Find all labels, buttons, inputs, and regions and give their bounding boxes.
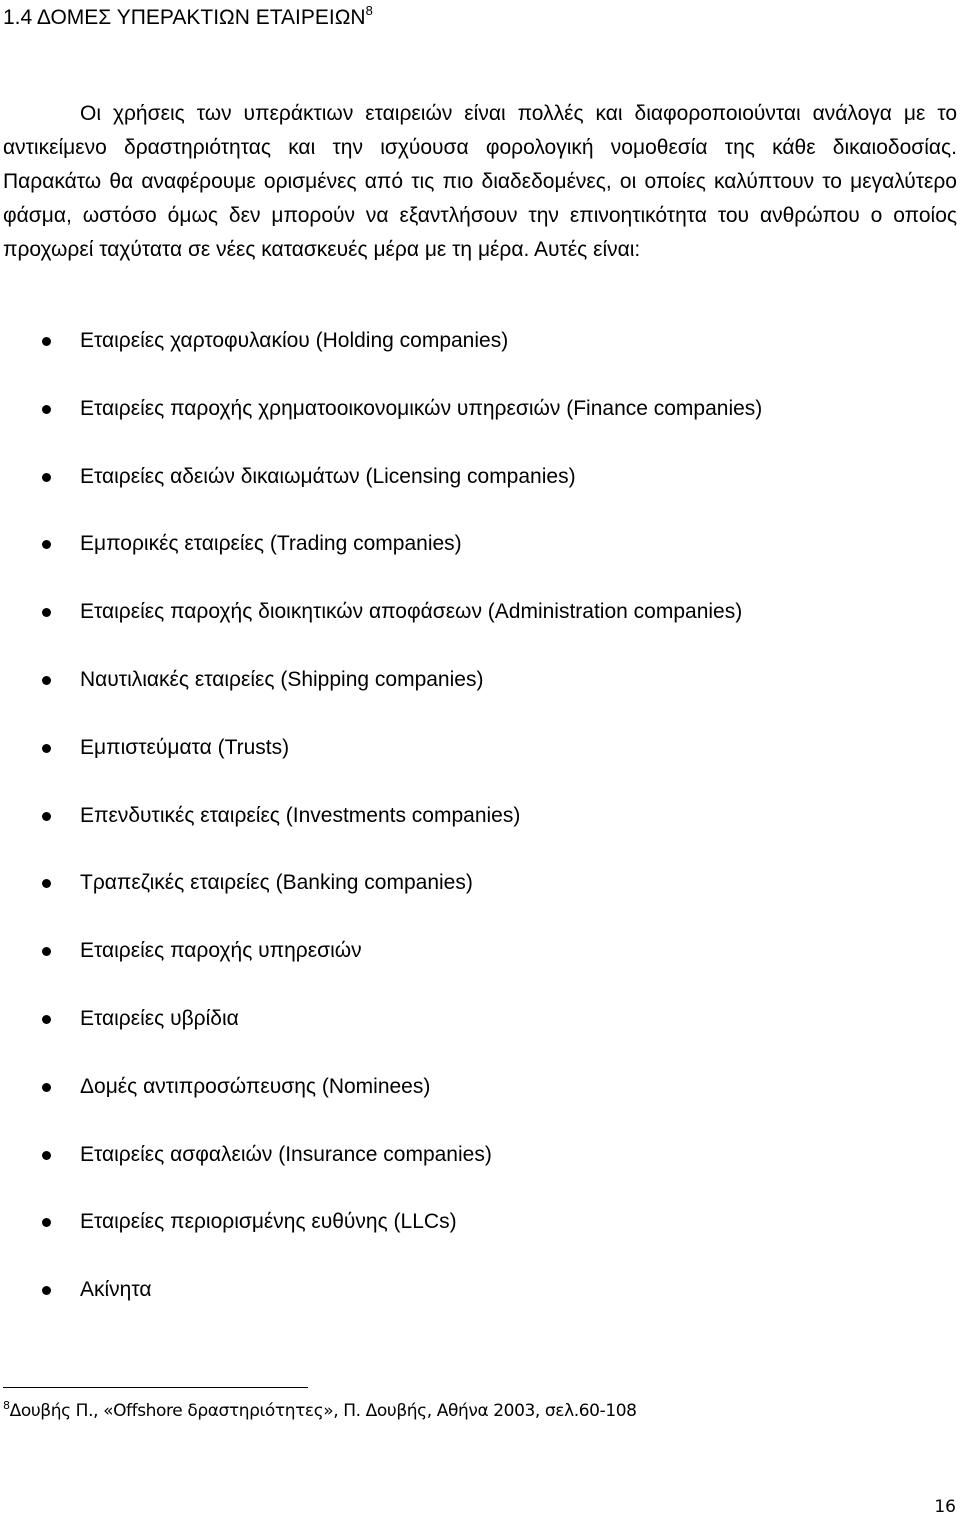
list-item-text: Εταιρείες υβρίδια — [80, 1006, 239, 1030]
section-heading — [3, 4, 373, 32]
heading-footnote-ref: 8 — [365, 3, 373, 18]
intro-paragraph: Οι χρήσεις των υπεράκτιων εταιρειών είναι πολλές και διαφοροποιούνται ανάλογα με το αντικείμενο δραστηριότητας και την ισχύουσα φορολογική νομοθεσία της κάθε δικαιοδοσίας. Παρακάτω θα αναφέρουμε ορισμένες από τις πιο διαδεδομένες, οι οποίες καλύπτουν το μεγαλύτερο φάσμα, ωστόσο όμως δεν μπορούν να εξαντλήσουν την επινοητικότητα του ανθρώπου ο οποίος προχωρεί ταχύτατα σε νέες κατασκευές μέρα με τη μέρα. Αυτές είναι: — [3, 102, 957, 261]
bullet-icon — [42, 608, 51, 617]
page-number: 16 — [934, 1497, 956, 1517]
bullet-icon — [42, 337, 51, 346]
bullet-icon — [42, 947, 51, 956]
list-item-text: Τραπεζικές εταιρείες (Banking companies) — [80, 871, 473, 895]
bullet-icon — [42, 1218, 51, 1227]
list-item-text: Εταιρείες παροχής υπηρεσιών — [80, 939, 362, 963]
bullet-icon — [42, 744, 51, 753]
bullet-icon — [42, 1151, 51, 1160]
list-item-text: Εταιρείες περιορισμένης ευθύνης (LLCs) — [80, 1210, 457, 1234]
footnote-divider — [3, 1387, 308, 1388]
list-item-text: Εταιρείες ασφαλειών (Insurance companies) — [80, 1142, 492, 1166]
bullet-icon — [42, 540, 51, 549]
list-item-text: Εμπιστεύματα (Trusts) — [80, 735, 290, 759]
bullet-icon — [42, 676, 51, 685]
section-heading-text: 1.4 ΔΟΜΕΣ ΥΠΕΡΑΚΤΙΩΝ ΕΤΑΙΡΕΙΩΝ — [3, 6, 366, 29]
list-item-text: Δομές αντιπροσώπευσης (Nominees) — [80, 1074, 431, 1098]
list-item-text: Εταιρείες παροχής διοικητικών αποφάσεων (Administration companies) — [80, 600, 743, 624]
footnote-number: 8 — [3, 1399, 10, 1412]
bullet-icon — [42, 405, 51, 414]
bullet-icon — [42, 1015, 51, 1024]
list-item-text: Εταιρείες παροχής χρηματοοικονομικών υπηρεσιών (Finance companies) — [80, 396, 763, 420]
bullet-icon — [42, 1286, 51, 1295]
list-item-text: Ακίνητα — [80, 1278, 152, 1302]
bullet-icon — [42, 1083, 51, 1092]
list-item-text: Εταιρείες χαρτοφυλακίου (Holding companies) — [80, 329, 509, 352]
list-item-text: Επενδυτικές εταιρείες (Investments companies) — [80, 803, 521, 827]
list-item-text: Εταιρείες αδειών δικαιωμάτων (Licensing companies) — [80, 464, 576, 488]
footnote-text: Δουβής Π., «Offshore δραστηριότητες», Π. Δουβής, Αθήνα 2003, σελ.60-108 — [9, 1401, 637, 1421]
bullet-icon — [42, 879, 51, 888]
bullet-icon — [42, 812, 51, 821]
list-item-text: Ναυτιλιακές εταιρείες (Shipping companies) — [80, 667, 484, 691]
list-item-text: Εμπορικές εταιρείες (Trading companies) — [80, 532, 462, 556]
bullet-icon — [42, 473, 51, 482]
footnote — [3, 1399, 637, 1423]
